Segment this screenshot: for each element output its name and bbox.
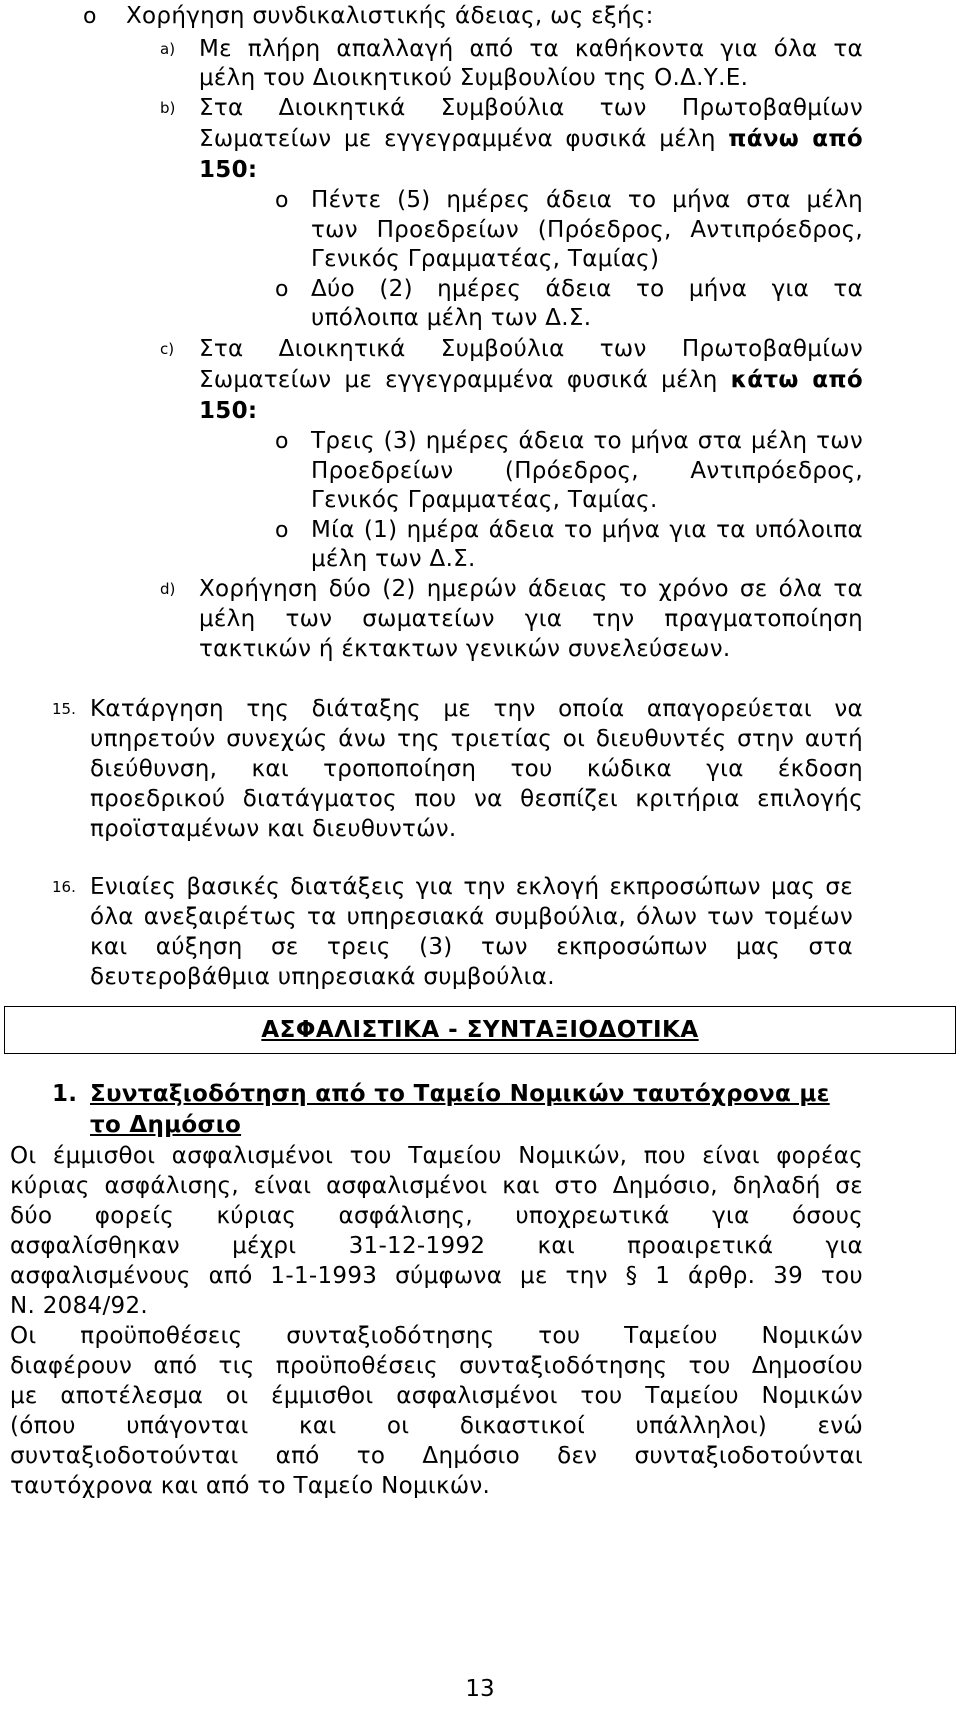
item-15-line: Κατάργηση της διάταξης με την οποία απαγορεύεται να	[90, 696, 863, 722]
bullet-marker: o	[275, 188, 289, 213]
item-16-line: δευτεροβάθμια υπηρεσιακά συμβούλια.	[90, 964, 555, 990]
item-b-line: 150:	[199, 157, 258, 183]
paragraph-2-line: διαφέρουν από τις προϋποθέσεις συνταξιοδότησης του Δημοσίου	[10, 1353, 863, 1379]
paragraph-1-line: ασφαλισμένους από 1-1-1993 σύμφωνα με την § 1 άρθρ. 39 του	[10, 1263, 863, 1289]
paragraph-2-line: Οι προϋποθέσεις συνταξιοδότησης του Ταμείου Νομικών	[10, 1323, 863, 1349]
item-a-line: μέλη του Διοικητικού Συμβουλίου της Ο.Δ.Υ.Ε.	[199, 65, 749, 91]
item-d-label: d)	[160, 580, 176, 598]
item-b-sub1-line: Πέντε (5) ημέρες άδεια το μήνα στα μέλη	[311, 187, 863, 213]
subsection-title: το Δημόσιο	[90, 1112, 242, 1138]
item-c-sub2-line: μέλη των Δ.Σ.	[311, 546, 476, 572]
paragraph-2-line: (όπου υπάγονται και οι δικαστικοί υπάλληλοι) ενώ	[10, 1413, 863, 1439]
item-c-sub1-line: Τρεις (3) ημέρες άδεια το μήνα στα μέλη των	[311, 428, 863, 454]
paragraph-1-line: Ν. 2084/92.	[10, 1293, 148, 1319]
bullet-marker: o	[275, 277, 289, 302]
item-a-label: a)	[160, 40, 176, 58]
bullet-marker: o	[83, 4, 97, 29]
item-c-sub1-line: Προεδρείων (Πρόεδρος, Αντιπρόεδρος,	[311, 458, 863, 484]
item-d-line: μέλη των σωματείων για την πραγματοποίηση	[199, 606, 863, 632]
item-c-line: Στα Διοικητικά Συμβούλια των Πρωτοβαθμίων	[199, 336, 863, 362]
section-heading: ΑΣΦΑΛΙΣΤΙΚΑ - ΣΥΝΤΑΞΙΟΔΟΤΙΚΑ	[261, 1017, 699, 1043]
paragraph-2-line: ταυτόχρονα και από το Ταμείο Νομικών.	[10, 1473, 491, 1499]
item-c-sub2-line: Μία (1) ημέρα άδεια το μήνα για τα υπόλοιπα	[311, 517, 863, 543]
paragraph-1-line: δύο φορείς κύριας ασφάλισης, υποχρεωτικά για όσους	[10, 1203, 863, 1229]
item-b-label: b)	[160, 99, 176, 117]
item-16-line: όλα ανεξαιρέτως τα υπηρεσιακά συμβούλια, όλων των τομέων	[90, 904, 853, 930]
item-16-line: Ενιαίες βασικές διατάξεις για την εκλογή εκπροσώπων μας σε	[90, 874, 853, 900]
item-c-line: 150:	[199, 398, 258, 424]
subsection-title: Συνταξιοδότηση από το Ταμείο Νομικών ταυτόχρονα με	[90, 1081, 830, 1107]
paragraph-1-line: κύριας ασφάλισης, είναι ασφαλισμένοι και στο Δημόσιο, δηλαδή σε	[10, 1173, 863, 1199]
item-15-line: προεδρικού διατάγματος που να θεσπίζει κριτήρια επιλογής	[90, 786, 863, 812]
item-b-line: Σωματείων με εγγεγραμμένα φυσικά μέλη πάνω από	[199, 126, 863, 152]
item-b-sub2-line: Δύο (2) ημέρες άδεια το μήνα για τα	[311, 276, 863, 302]
item-16-line: και αύξηση σε τρεις (3) των εκπροσώπων μας στα	[90, 934, 853, 960]
paragraph-2-line: συνταξιοδοτούνται από το Δημόσιο δεν συνταξιοδοτούνται	[10, 1443, 863, 1469]
subsection-number: 1.	[52, 1081, 78, 1107]
item-b-sub1-line: των Προεδρείων (Πρόεδρος, Αντιπρόεδρος,	[311, 217, 863, 243]
item-b-sub2-line: υπόλοιπα μέλη των Δ.Σ.	[311, 305, 592, 331]
paragraph-1-line: ασφαλίσθηκαν μέχρι 31-12-1992 και προαιρετικά για	[10, 1233, 863, 1259]
item-15-number: 15.	[52, 700, 76, 718]
item-d-line: Χορήγηση δύο (2) ημερών άδειας το χρόνο σε όλα τα	[199, 576, 863, 602]
section-heading-box	[4, 1006, 956, 1054]
item-d-line: τακτικών ή έκτακτων γενικών συνελεύσεων.	[199, 636, 731, 662]
bullet-marker: o	[275, 518, 289, 543]
item-a-line: Με πλήρη απαλλαγή από τα καθήκοντα για όλα τα	[199, 36, 863, 62]
page-number: 13	[465, 1676, 495, 1702]
item-15-line: διεύθυνση, και τροποποίηση του κώδικα για έκδοση	[90, 756, 863, 782]
item-15-line: προϊσταμένων και διευθυντών.	[90, 816, 457, 842]
item-16-number: 16.	[52, 878, 76, 896]
item-b-sub1-line: Γενικός Γραμματέας, Ταμίας)	[311, 246, 660, 272]
bullet-marker: o	[275, 429, 289, 454]
item-15-line: υπηρετούν συνεχώς άνω της τριετίας οι διευθυντές στην αυτή	[90, 726, 863, 752]
paragraph-2-line: με αποτέλεσμα οι έμμισθοι ασφαλισμένοι του Ταμείου Νομικών	[10, 1383, 863, 1409]
allowance-intro: Χορήγηση συνδικαλιστικής άδειας, ως εξής:	[126, 3, 654, 29]
item-c-sub1-line: Γενικός Γραμματέας, Ταμίας.	[311, 487, 658, 513]
paragraph-1-line: Οι έμμισθοι ασφαλισμένοι του Ταμείου Νομικών, που είναι φορέας	[10, 1143, 863, 1169]
item-c-label: c)	[160, 340, 175, 358]
item-b-line: Στα Διοικητικά Συμβούλια των Πρωτοβαθμίων	[199, 95, 863, 121]
item-c-line: Σωματείων με εγγεγραμμένα φυσικά μέλη κάτω από	[199, 367, 863, 393]
